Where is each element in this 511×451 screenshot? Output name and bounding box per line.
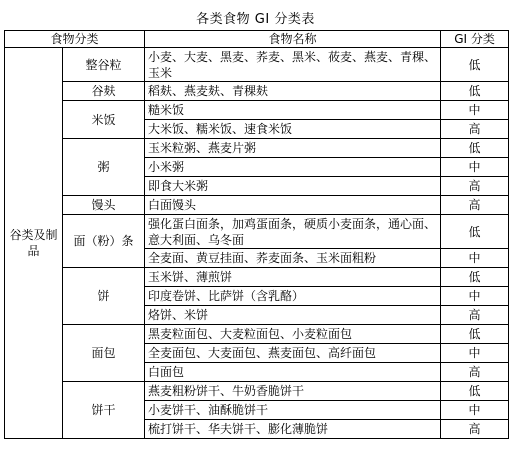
gi-class-cell: 低	[441, 48, 509, 82]
food-name-cell: 小麦饼干、油酥脆饼干	[145, 401, 441, 420]
subcategory-cell: 面（粉）条	[63, 215, 145, 268]
subcategory-cell: 整谷粒	[63, 48, 145, 82]
gi-class-cell: 中	[441, 401, 509, 420]
food-name-cell: 全麦面包、大麦面包、燕麦面包、高纤面包	[145, 344, 441, 363]
food-name-cell: 强化蛋白面条，加鸡蛋面条，硬质小麦面条，通心面、意大利面、乌冬面	[145, 215, 441, 249]
gi-class-cell: 中	[441, 249, 509, 268]
table-row	[5, 101, 509, 120]
gi-class-cell: 高	[441, 196, 509, 215]
gi-class-cell: 中	[441, 158, 509, 177]
food-name-cell: 即食大米粥	[145, 177, 441, 196]
gi-class-cell: 中	[441, 344, 509, 363]
food-name-cell: 玉米粒粥、燕麦片粥	[145, 139, 441, 158]
table-row	[5, 196, 509, 215]
table-row	[5, 382, 509, 401]
table-row	[5, 48, 509, 82]
food-name-cell: 印度卷饼、比萨饼（含乳酪）	[145, 287, 441, 306]
subcategory-cell: 谷麸	[63, 82, 145, 101]
gi-class-cell: 低	[441, 82, 509, 101]
category-cell: 谷类及制品	[5, 48, 63, 439]
food-name-cell: 黑麦粒面包、大麦粒面包、小麦粒面包	[145, 325, 441, 344]
header-gi-class: GI 分类	[441, 31, 509, 48]
table-row	[5, 82, 509, 101]
gi-table	[4, 30, 509, 439]
gi-class-cell: 低	[441, 215, 509, 249]
gi-class-cell: 低	[441, 325, 509, 344]
gi-class-cell: 中	[441, 287, 509, 306]
table-row	[5, 215, 509, 249]
food-name-cell: 大米饭、糯米饭、速食米饭	[145, 120, 441, 139]
header-food-name: 食物名称	[145, 31, 441, 48]
subcategory-cell: 饼干	[63, 382, 145, 439]
food-name-cell: 稻麸、燕麦麸、青稞麸	[145, 82, 441, 101]
gi-class-cell: 中	[441, 101, 509, 120]
subcategory-cell: 面包	[63, 325, 145, 382]
subcategory-cell: 饼	[63, 268, 145, 325]
table-row	[5, 325, 509, 344]
subcategory-cell: 米饭	[63, 101, 145, 139]
gi-class-cell: 高	[441, 120, 509, 139]
gi-class-cell: 高	[441, 177, 509, 196]
food-name-cell: 糙米饭	[145, 101, 441, 120]
table-row	[5, 139, 509, 158]
gi-class-cell: 高	[441, 420, 509, 439]
food-name-cell: 玉米饼、薄煎饼	[145, 268, 441, 287]
gi-class-cell: 高	[441, 306, 509, 325]
food-name-cell: 小麦、大麦、黑麦、荞麦、黑米、莜麦、燕麦、青稞、玉米	[145, 48, 441, 82]
gi-class-cell: 低	[441, 382, 509, 401]
header-row	[5, 31, 509, 48]
table-body	[5, 48, 509, 439]
food-name-cell: 白面馒头	[145, 196, 441, 215]
subcategory-cell: 馒头	[63, 196, 145, 215]
food-name-cell: 烙饼、米饼	[145, 306, 441, 325]
gi-class-cell: 高	[441, 363, 509, 382]
subcategory-cell: 粥	[63, 139, 145, 196]
gi-class-cell: 低	[441, 268, 509, 287]
page-title: 各类食物 GI 分类表	[196, 12, 315, 27]
food-name-cell: 全麦面、黄豆挂面、荞麦面条、玉米面粗粉	[145, 249, 441, 268]
food-name-cell: 梳打饼干、华夫饼干、膨化薄脆饼	[145, 420, 441, 439]
food-name-cell: 小米粥	[145, 158, 441, 177]
gi-class-cell: 低	[441, 139, 509, 158]
food-name-cell: 白面包	[145, 363, 441, 382]
table-row	[5, 268, 509, 287]
food-name-cell: 燕麦粗粉饼干、牛奶香脆饼干	[145, 382, 441, 401]
header-food-category: 食物分类	[5, 31, 145, 48]
